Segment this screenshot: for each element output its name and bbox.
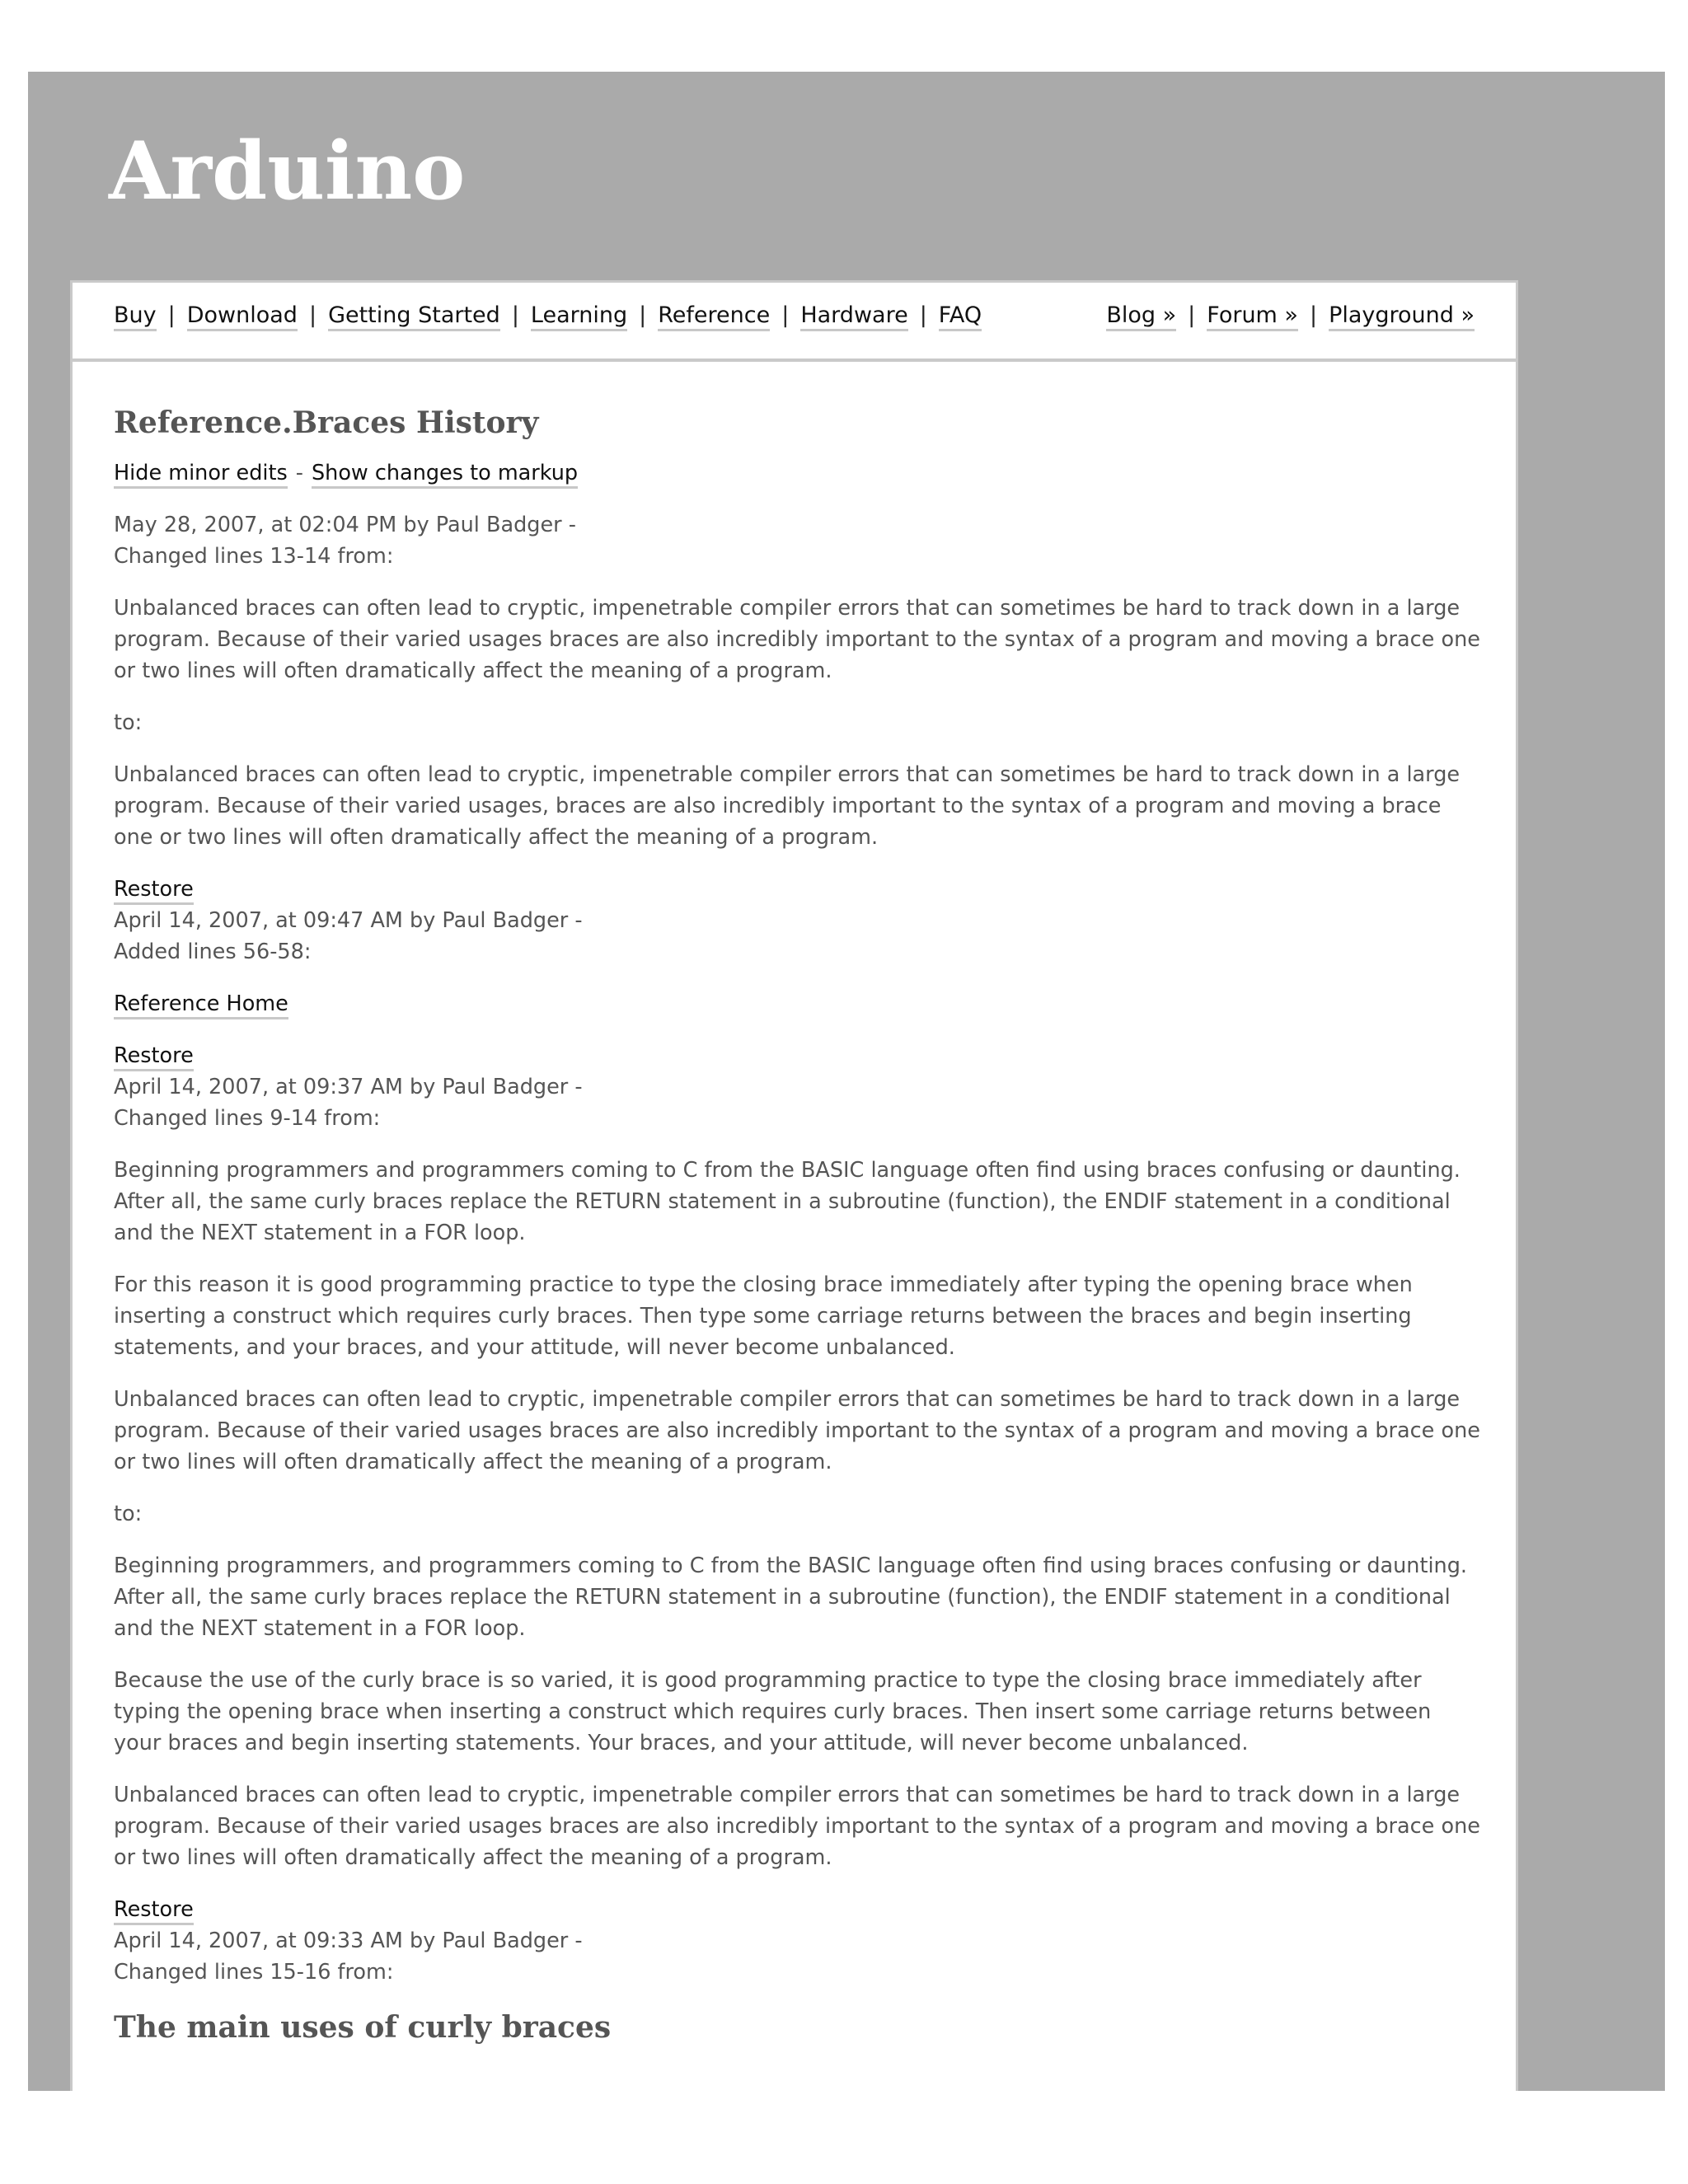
restore-link[interactable]: Restore [114, 877, 194, 905]
revision-change: Changed lines 13-14 from: [114, 544, 394, 569]
revision-change: Added lines 56-58: [114, 940, 312, 964]
history-options [114, 457, 1482, 489]
revision-4-meta [114, 1894, 1482, 1988]
revision-change: Changed lines 9-14 from: [114, 1106, 381, 1131]
diff-from-text: Unbalanced braces can often lead to cryptic, impenetrable compiler errors that can sometimes be hard to track down in a large program. Because of their varied usages braces are also incredibly important to the syntax of a program and moving a brace one or two lines will often dramatically affect the meaning of a program. [114, 596, 1480, 683]
revision-meta: April 14, 2007, at 09:37 AM by Paul Badger - [114, 1075, 583, 1099]
revision-3-meta [114, 1040, 1482, 1134]
nav-learning[interactable]: Learning [531, 302, 627, 331]
diff-to-text: Because the use of the curly brace is so varied, it is good programming practice to type the closing brace immediately after typing the opening brace when inserting a construct which requires curly braces. Then insert some carriage returns between your braces and begin inserting statements. Your braces, and your attitude, will never become unbalanced. [114, 1668, 1432, 1755]
page-title: Reference.Braces History [114, 405, 539, 440]
nav-separator: | [308, 302, 317, 328]
main-page [70, 280, 1518, 2091]
restore-link[interactable]: Restore [114, 1897, 194, 1925]
diff-from-text: Beginning programmers and programmers coming to C from the BASIC language often find using braces confusing or daunting. After all, the same curly braces replace the RETURN statement in a subroutine (function), the ENDIF statement in a conditional and the NEXT statement in a FOR loop. [114, 1158, 1461, 1245]
show-changes-link[interactable]: Show changes to markup [312, 461, 578, 489]
page-content [114, 359, 1482, 2049]
nav-separator: | [781, 302, 790, 328]
site-logo[interactable]: Arduino [109, 124, 466, 218]
reference-home-link[interactable]: Reference Home [114, 991, 288, 1019]
nav-separator: | [919, 302, 927, 328]
diff-to-text: Unbalanced braces can often lead to cryptic, impenetrable compiler errors that can sometimes be hard to track down in a large program. Because of their varied usages braces are also incredibly important to the syntax of a program and moving a brace one or two lines will often dramatically affect the meaning of a program. [114, 1783, 1480, 1870]
nav-separator: | [511, 302, 519, 328]
revision-2-meta [114, 874, 1482, 968]
diff-to-text: Unbalanced braces can often lead to cryptic, impenetrable compiler errors that can sometimes be hard to track down in a large program. Because of their varied usages, braces are also incredibly important to the syntax of a program and moving a brace one or two lines will often dramatically affect the meaning of a program. [114, 762, 1461, 850]
nav-hardware[interactable]: Hardware [800, 302, 907, 331]
nav-faq[interactable]: FAQ [939, 302, 982, 331]
nav-reference[interactable]: Reference [658, 302, 770, 331]
nav-forum[interactable]: Forum » [1207, 302, 1298, 331]
hide-minor-edits-link[interactable]: Hide minor edits [114, 461, 288, 489]
nav-left [114, 302, 982, 328]
revision-meta: April 14, 2007, at 09:47 AM by Paul Badger - [114, 908, 583, 933]
nav-right [1106, 302, 1475, 328]
to-label: to: [114, 710, 143, 735]
nav-blog[interactable]: Blog » [1106, 302, 1176, 331]
nav-buy[interactable]: Buy [114, 302, 157, 331]
revision-meta: May 28, 2007, at 02:04 PM by Paul Badger - [114, 513, 576, 537]
nav-separator: | [1309, 302, 1318, 328]
added-content [114, 988, 1482, 1019]
nav-separator: | [639, 302, 647, 328]
options-separator: - [295, 461, 303, 485]
nav-playground[interactable]: Playground » [1329, 302, 1475, 331]
diff-from-text: For this reason it is good programming practice to type the closing brace immediately after typing the opening brace when inserting a construct which requires curly braces. Then type some carriage returns between the braces and begin inserting statements, and your braces, and your attitude, will never become unbalanced. [114, 1272, 1413, 1360]
nav-getting-started[interactable]: Getting Started [328, 302, 500, 331]
to-label: to: [114, 1502, 143, 1526]
diff-to-text: Beginning programmers, and programmers coming to C from the BASIC language often find using braces confusing or daunting. After all, the same curly braces replace the RETURN statement in a subroutine (function), the ENDIF statement in a conditional and the NEXT statement in a FOR loop. [114, 1554, 1467, 1641]
diff-from-text: Unbalanced braces can often lead to cryptic, impenetrable compiler errors that can sometimes be hard to track down in a large program. Because of their varied usages braces are also incredibly important to the syntax of a program and moving a brace one or two lines will often dramatically affect the meaning of a program. [114, 1387, 1480, 1474]
nav-download[interactable]: Download [187, 302, 298, 331]
nav-bar [73, 283, 1516, 362]
revision-change: Changed lines 15-16 from: [114, 1960, 394, 1985]
restore-link[interactable]: Restore [114, 1043, 194, 1071]
revision-meta: April 14, 2007, at 09:33 AM by Paul Badger - [114, 1929, 583, 1953]
revision-1-meta [114, 509, 1482, 572]
nav-separator: | [167, 302, 176, 328]
nav-separator: | [1188, 302, 1196, 328]
section-heading: The main uses of curly braces [114, 2010, 612, 2045]
